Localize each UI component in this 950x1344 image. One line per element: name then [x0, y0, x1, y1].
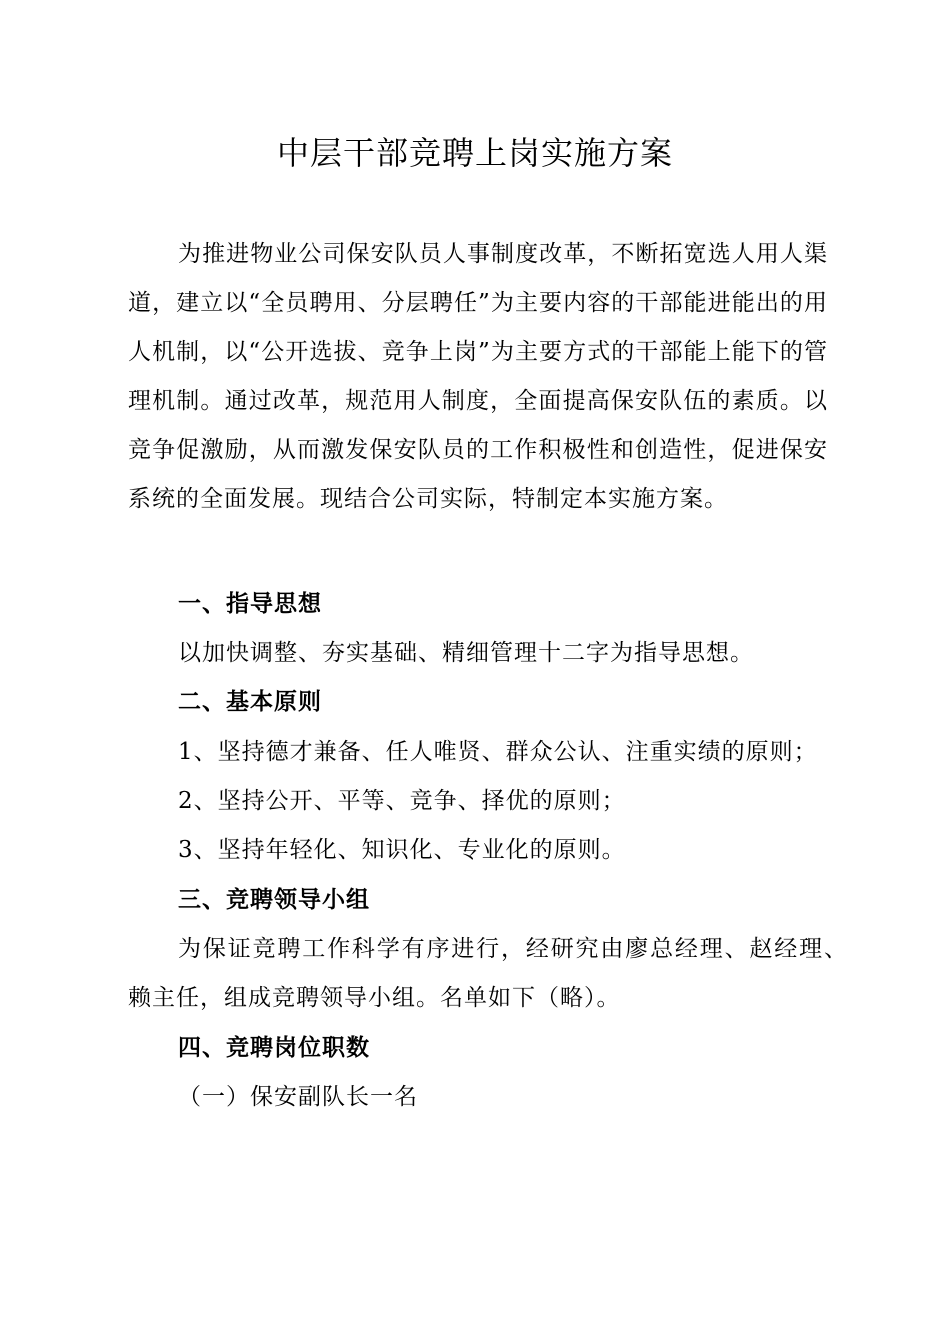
document-title: 中层干部竞聘上岗实施方案: [276, 134, 673, 172]
section-heading-basic-principles: 二、基本原则: [178, 689, 322, 715]
section-heading-guiding-thought: 一、指导思想: [178, 591, 322, 617]
section-heading-leadership-group: 三、竞聘领导小组: [178, 887, 370, 913]
section-body-leadership-group: 为保证竞聘工作科学有序进行，经研究由廖总经理、赵经理、赖主任，组成竞聘领导小组。名单如下（略）。: [128, 936, 848, 1011]
intro-paragraph: 为推进物业公司保安队员人事制度改革，不断拓宽选人用人渠道，建立以“全员聘用、分层聘任”为主要内容的干部能进能出的用人机制，以“公开选拔、竞争上岗”为主要方式的干部能上能下的管理机制。通过改革，规范用人制度，全面提高保安队伍的素质。以竞争促激励，从而激发保安队员的工作积极性和创造性，促进保安系统的全面发展。现结合公司实际，特制定本实施方案。: [128, 241, 828, 512]
section-heading-positions: 四、竞聘岗位职数: [178, 1035, 370, 1061]
position-item: （一）保安副队长一名: [178, 1084, 418, 1110]
section-body-guiding-thought: 以加快调整、夯实基础、精细管理十二字为指导思想。: [178, 640, 754, 666]
principle-item: 3、坚持年轻化、知识化、专业化的原则。: [178, 837, 626, 863]
principle-item: 2、坚持公开、平等、竞争、择优的原则；: [178, 788, 626, 814]
principle-item: 1、坚持德才兼备、任人唯贤、群众公认、注重实绩的原则；: [178, 739, 818, 765]
